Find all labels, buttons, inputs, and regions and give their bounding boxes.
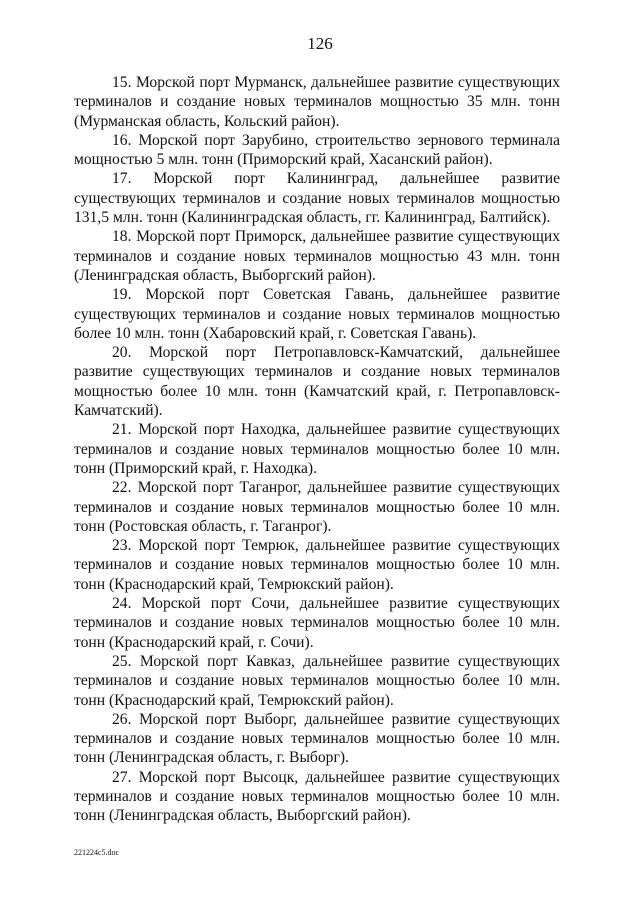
list-item: 18. Морской порт Приморск, дальнейшее развитие существующих терминалов и создание новых терминалов мощностью 43 млн. тонн (Ленинградская область, Выборгский район). (74, 228, 560, 284)
list-item: 27. Морской порт Высоцк, дальнейшее развитие существующих терминалов и создание новых терминалов мощностью более 10 млн. тонн (Ленинградская область, Выборгский район). (74, 768, 560, 825)
list-item: 24. Морской порт Сочи, дальнейшее развитие существующих терминалов и создание новых терминалов мощностью более 10 млн. тонн (Краснодарский край, г. Сочи). (74, 595, 560, 651)
port-list (74, 73, 560, 826)
list-item: 21. Морской порт Находка, дальнейшее развитие существующих терминалов и создание новых терминалов мощностью более 10 млн. тонн (Приморский край, г. Находка). (74, 421, 560, 477)
list-item: 26. Морской порт Выборг, дальнейшее развитие существующих терминалов и создание новых терминалов мощностью более 10 млн. тонн (Ленинградская область, г. Выборг). (74, 710, 560, 767)
list-item: 20. Морской порт Петропавловск-Камчатский, дальнейшее развитие существующих терминалов и создание новых терминалов мощностью более 10 млн. тонн (Камчатский край, г. Петропавловск-Камчатский). (74, 344, 560, 420)
list-item: 23. Морской порт Темрюк, дальнейшее развитие существующих терминалов и создание новых терминалов мощностью более 10 млн. тонн (Краснодарский край, Темрюкский район). (74, 537, 560, 593)
page-number: 126 (307, 34, 333, 53)
list-item: 16. Морской порт Зарубино, строительство зернового терминала мощностью 5 млн. тонн (Приморский край, Хасанский район). (74, 131, 560, 169)
list-item: 17. Морской порт Калининград, дальнейшее развитие существующих терминалов и создание новых терминалов мощностью 131,5 млн. тонн (Калининградская область, гг. Калининград, Балтийск). (74, 170, 560, 227)
list-item: 25. Морской порт Кавказ, дальнейшее развитие существующих терминалов и создание новых терминалов мощностью более 10 млн. тонн (Краснодарский край, Темрюкский район). (74, 652, 560, 709)
list-item: 22. Морской порт Таганрог, дальнейшее развитие существующих терминалов и создание новых терминалов мощностью более 10 млн. тонн (Ростовская область, г. Таганрог). (74, 479, 560, 535)
list-item: 15. Морской порт Мурманск, дальнейшее развитие существующих терминалов и создание новых терминалов мощностью 35 млн. тонн (Мурманская область, Кольский район). (74, 74, 560, 130)
list-item: 19. Морской порт Советская Гавань, дальнейшее развитие существующих терминалов и создание новых терминалов мощностью более 10 млн. тонн (Хабаровский край, г. Советская Гавань). (74, 286, 560, 342)
document-filename: 221224c5.doc (74, 848, 120, 857)
